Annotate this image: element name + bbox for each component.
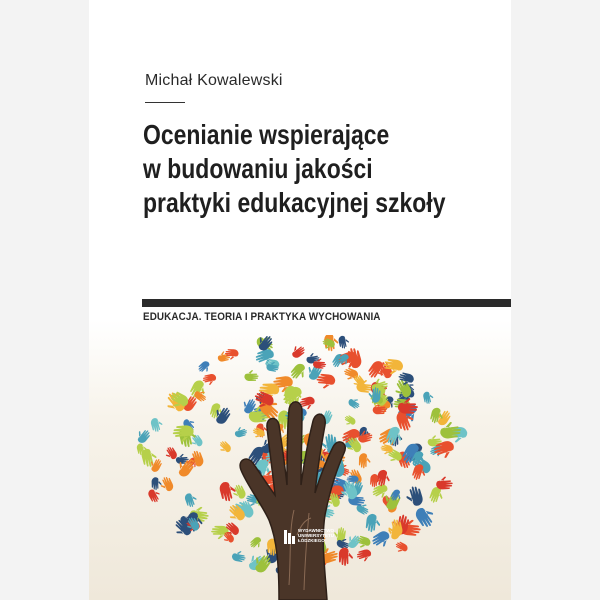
hand-icon: [134, 427, 152, 445]
hand-icon: [231, 550, 246, 563]
book-cover: [89, 0, 511, 600]
hand-icon: [217, 439, 233, 455]
hand-icon: [342, 414, 357, 428]
series-bar: [142, 299, 511, 307]
series-name: EDUKACJA. TEORIA I PRAKTYKA WYCHOWANIA: [143, 311, 381, 323]
hand-icon: [151, 477, 161, 490]
publisher-line-2: UNIWERSYTETU: [298, 533, 334, 538]
hand-icon: [202, 373, 218, 386]
author-name: Michał Kowalewski: [145, 72, 283, 89]
hand-icon: [404, 485, 424, 509]
hand-icon: [436, 476, 453, 490]
publisher-name: [298, 528, 334, 543]
author-divider: [145, 102, 185, 103]
publisher-logo: [284, 528, 354, 550]
hand-icon: [359, 453, 371, 468]
publisher-line-3: ŁÓDZKIEGO: [298, 538, 325, 543]
hand-icon: [230, 483, 247, 501]
book-title: [143, 118, 446, 220]
hand-icon: [218, 480, 238, 503]
hand-icon: [393, 540, 409, 554]
hand-icon: [251, 426, 266, 440]
hand-icon: [244, 370, 259, 381]
publisher-emblem-icon: [284, 530, 295, 544]
hand-icon: [184, 491, 199, 508]
title-line-1: Ocenianie wspierające: [143, 119, 390, 150]
title-line-3: praktyki edukacyjnej szkoły: [143, 187, 446, 218]
hand-icon: [248, 535, 264, 551]
hand-icon: [365, 513, 381, 533]
hand-icon: [339, 547, 353, 566]
hand-icon: [347, 396, 362, 410]
hand-icon: [376, 469, 392, 488]
hand-icon: [356, 429, 373, 444]
hand-icon: [338, 335, 350, 349]
hand-icon: [150, 416, 164, 433]
title-line-2: w budowaniu jakości: [143, 153, 373, 184]
tree-of-hands-illustration: [129, 335, 479, 600]
hand-icon: [147, 487, 163, 504]
hand-icon: [356, 548, 373, 563]
publisher-line-1: WYDAWNICTWO: [298, 528, 334, 533]
hand-icon: [197, 359, 213, 375]
hand-icon: [422, 391, 434, 405]
hand-icon: [289, 343, 307, 360]
hand-icon: [233, 425, 248, 438]
